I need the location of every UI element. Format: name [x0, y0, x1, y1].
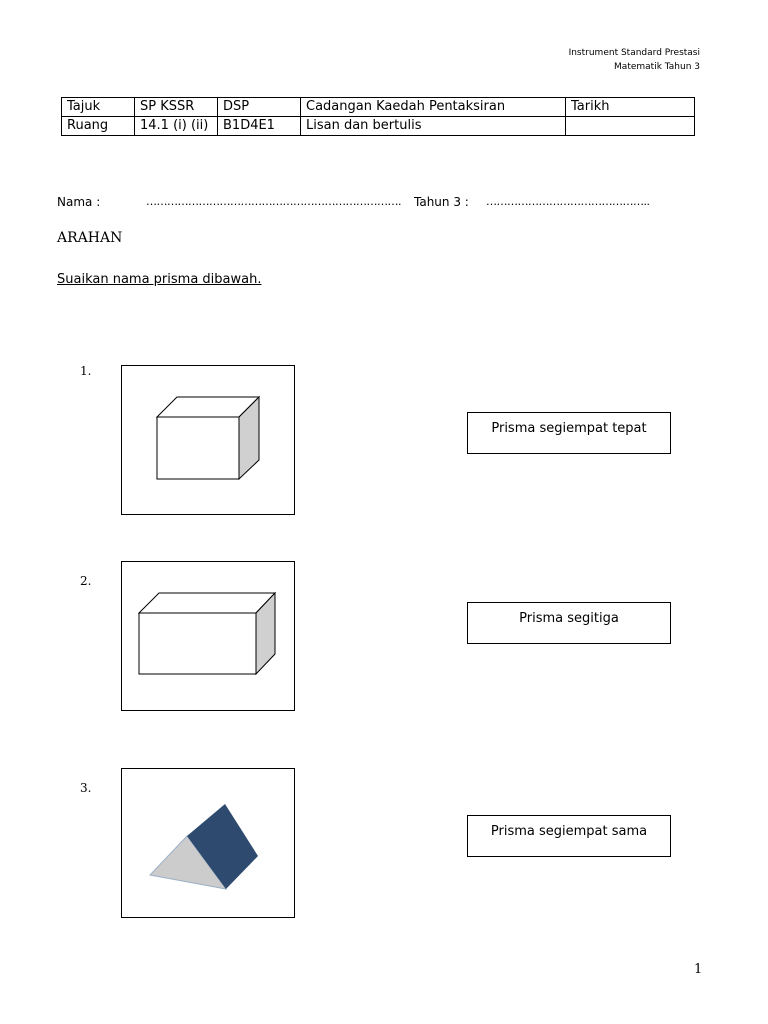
table-cell-sp-value: 14.1 (i) (ii)	[135, 117, 218, 136]
nama-field[interactable]: ……………………………………………………………….	[146, 195, 401, 208]
table-cell-kaedah: Cadangan Kaedah Pentaksiran	[301, 98, 566, 117]
answer-box-3[interactable]: Prisma segiempat sama	[467, 815, 671, 857]
table-cell-ruang: Ruang	[62, 117, 135, 136]
answer-box-2[interactable]: Prisma segitiga	[467, 602, 671, 644]
page-number: 1	[694, 962, 703, 977]
table-cell-tarikh: Tarikh	[566, 98, 695, 117]
table-cell-tajuk: Tajuk	[62, 98, 135, 117]
arahan-heading: ARAHAN	[57, 230, 123, 246]
long-cuboid-icon	[122, 562, 296, 712]
cuboid-icon	[122, 366, 296, 516]
header-title-line1: Instrument Standard Prestasi	[568, 48, 700, 58]
table-cell-sp-kssr: SP KSSR	[135, 98, 218, 117]
triangular-prism-icon	[122, 769, 296, 919]
tahun-label: Tahun 3 :	[414, 195, 469, 209]
header-title-line2: Matematik Tahun 3	[614, 62, 700, 72]
question-number: 2.	[80, 574, 92, 588]
table-cell-tarikh-value[interactable]	[566, 117, 695, 136]
info-table-row	[62, 117, 695, 136]
answer-box-1[interactable]: Prisma segiempat tepat	[467, 412, 671, 454]
question-2-picture	[121, 561, 295, 711]
question-number: 3.	[80, 781, 92, 795]
table-cell-dsp: DSP	[218, 98, 301, 117]
question-number: 1.	[80, 364, 92, 378]
nama-label: Nama :	[57, 195, 101, 209]
tahun-field[interactable]: ………………………………………..	[486, 195, 650, 208]
question-3-picture	[121, 768, 295, 918]
table-cell-dsp-value: B1D4E1	[218, 117, 301, 136]
info-table	[61, 97, 695, 136]
instruction-text: Suaikan nama prisma dibawah.	[57, 272, 262, 287]
table-cell-kaedah-value: Lisan dan bertulis	[301, 117, 566, 136]
question-1-picture	[121, 365, 295, 515]
info-table-row	[62, 98, 695, 117]
